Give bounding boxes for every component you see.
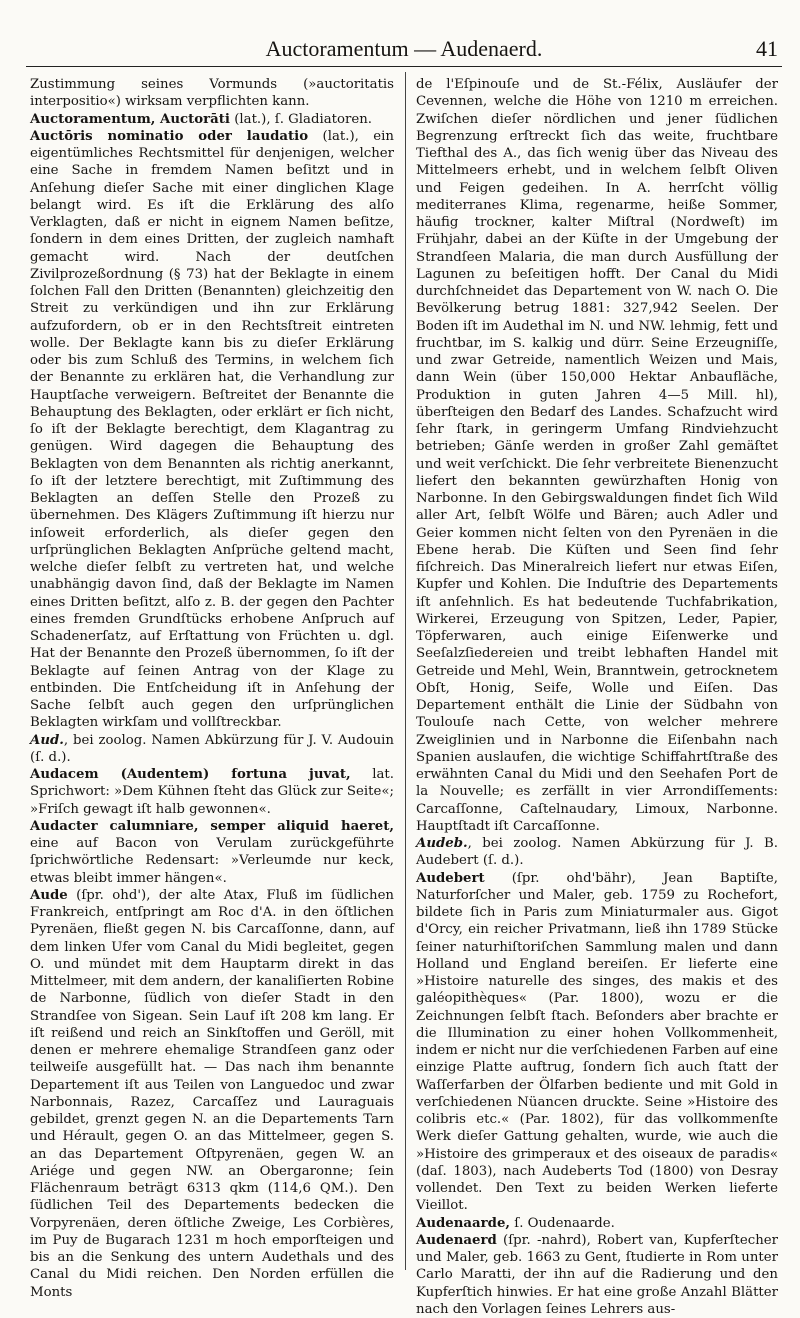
entry-audenaerd	[416, 1232, 778, 1318]
entry-text: (ſpr. ohd'), der alte Atax, Fluß im ſüdlichen Frankreich, entſpringt am Roc d'A. in den öſtlichen Pyrenäen, fließt gegen N. bis Carcaſſonne, dann, auf dem linken Ufer vom Canal du Midi begleitet, gegen O. und mündet mit dem Hauptarm direkt in das Mittelmeer, mit dem andern, der kanaliſierten Robine de Narbonne, ſüdlich von dieſer Stadt in den Strandſee von Sigean. Sein Lauf iſt 208 km lang. Er iſt reißend und reich an Sinkſtoffen und Geröll, mit denen er mehrere ehemalige Strandſeen ganz oder teilweiſe ausgefüllt hat. — Das nach ihm benannte Departement iſt aus Teilen von Languedoc und zwar Narbonnais, Razez, Carcaſſez und Lauraguais gebildet, grenzt gegen N. an die Departements Tarn und Hérault, gegen O. an das Mittelmeer, gegen S. an das Departement Oſtpyrenäen, gegen W. an Ariége und gegen NW. an Obergaronne; ſein Flächenraum beträgt 6313 qkm (114,6 QM.). Den ſüdlichen Teil des Departements bedecken die Vorpyrenäen, deren öſtliche Zweige, Les Corbières, im Puy de Bugarach 1231 m hoch emporſteigen und bis an die Senkung des untern Audethals und des Canal du Midi reichen. Den Norden erfüllen die Monts	[30, 887, 394, 1300]
headword: Audacem (Audentem) fortuna juvat,	[30, 767, 351, 782]
entry-continuation: Zustimmung seines Vormunds (»auctoritatis interpositio«) wirksam verpflichten kann.	[30, 77, 394, 110]
entry-aude	[30, 887, 394, 1301]
entry-text: lat. Sprichwort: »Dem Kühnen ſteht das Glück zur Seite«; »Friſch gewagt iſt halb gewonnen«.	[30, 767, 395, 817]
headword: Audacter calumniare, semper aliquid haeret,	[30, 818, 394, 834]
right-column	[416, 76, 778, 1317]
entry-auctoramentum	[30, 111, 394, 128]
entry-text: (ſpr. -nahrd), Robert van, Kupferſtecher und Maler, geb. 1663 zu Gent, ſtudierte in Rom unter Carlo Maratti, der ihn auf die Radierung und den Kupferſtich hinwies. Er hat eine große Anzahl Blätter nach den Vorlagen ſeines Lehrers aus-	[416, 1232, 778, 1317]
page-number: 41	[756, 36, 778, 61]
entry-audacem	[30, 766, 394, 818]
entry-text: eine auf Bacon von Verulam zurückgeführte ſprichwörtliche Redensart: »Verleumde nur keck, etwas bleibt immer hängen«.	[30, 836, 394, 886]
entry-text: , bei zoolog. Namen Abkürzung für J. V. Audouin (ſ. d.).	[30, 732, 394, 765]
entry-auctoris-nominatio	[30, 128, 394, 732]
headword: Audenaarde,	[416, 1215, 511, 1231]
entry-text: ſ. Oudenaarde.	[510, 1215, 615, 1231]
headword: Auctoramentum, Auctorāti	[30, 111, 230, 127]
entry-audenaarde	[416, 1215, 778, 1232]
column-divider	[405, 72, 406, 1270]
entry-text: (lat.), ein eigentümliches Rechtsmittel für denjenigen, welcher eine Sache in fremdem Namen beſitzt und in Anſehung dieſer Sache mit einer dinglichen Klage belangt wird. Es iſt die Erklärung des alſo Verklagten, daß er nicht in eignem Namen beſitze, ſondern in dem eines Dritten, der zugleich namhaft gemacht wird. Nach der deutſchen Zivilprozeßordnung (§ 73) hat der Beklagte in einem ſolchen Fall den Dritten (Benannten) gleichzeitig den Streit zu verkündigen und ihn zur Erklärung aufzufordern, ob er in den Rechtsſtreit eintreten wolle. Der Beklagte kann bis zu dieſer Erklärung oder bis zum Schluß des Termins, in welchem ſich der Benannte zu erklären hat, die Verhandlung zur Hauptſache verweigern. Beſtreitet der Benannte die Behauptung des Beklagten, oder erklärt er ſich nicht, ſo iſt der Beklagte berechtigt, dem Klagantrag zu genügen. Wird dagegen die Behauptung des Beklagten von dem Benannten als richtig anerkannt, ſo iſt der letztere berechtigt, mit Zuſtimmung des Beklagten an deſſen Stelle den Prozeß zu übernehmen. Des Klägers Zuſtimmung iſt hierzu nur inſoweit erforderlich, als dieſer gegen den urſprünglichen Beklagten Anſprüche geltend macht, welche dieſer ſelbſt zu vertreten hat, und welche unabhängig davon ſind, daß der Beklagte im Namen eines Dritten beſitzt, alſo z. B. der gegen den Pachter eines fremden Grundſtücks erhobene Anſpruch auf Schadenerſatz, auf Erſtattung von Früchten u. dgl. Hat der Benannte den Prozeß übernommen, ſo iſt der Beklagte auf ſeinen Antrag von der Klage zu entbinden. Die Entſcheidung iſt in Anſehung der Sache ſelbſt auch gegen den urſprünglichen Beklagten wirkſam und vollſtreckbar.	[30, 128, 394, 731]
entry-text: (ſpr. ohd'bähr), Jean Baptiſte, Naturforſcher und Maler, geb. 1759 zu Rochefort, bildete ſich in Paris zum Miniaturmaler aus. Gigot d'Orcy, ein reicher Privatmann, ließ ihn 1789 Stücke ſeiner naturhiſtoriſchen Sammlung malen und dann Holland und England bereiſen. Er lieferte eine »Histoire naturelle des singes, des makis et des galéopithèques« (Par. 1800), wozu er die Zeichnungen ſelbſt ſtach. Beſonders aber brachte er die Illumination zu einer hohen Vollkommenheit, indem er nicht nur die verſchiedenen Farben auf eine einzige Platte auftrug, ſondern ſich auch ſtatt der Waſſerfarben der Ölfarben bediente und mit Gold in verſchiedenen Nüancen druckte. Seine »Histoire des colibris etc.« (Par. 1802), für das vollkommenſte Werk dieſer Gattung gehalten, wurde, wie auch die »Histoire des grimperaux et des oiseaux de paradis« (daſ. 1803), nach Audeberts Tod (1800) von Desray vollendet. Den Text zu beiden Werken lieferte Vieillot.	[416, 870, 778, 1214]
headword: Audeb.	[416, 836, 468, 851]
entry-text: , bei zoolog. Namen Abkürzung für J. B. Audebert (ſ. d.).	[416, 836, 778, 869]
entry-audebert	[416, 870, 778, 1215]
entry-text: de l'Eſpinouſe und de St.-Félix, Ausläufer der Cevennen, welche die Höhe von 1210 m erreichen. Zwiſchen dieſer nördlichen und jener ſüdlichen Begrenzung erſtreckt ſich das weite, fruchtbare Tiefthal des A., das ſich wenig über das Niveau des Mittelmeers erhebt, und in welchem ſelbſt Oliven und Feigen gedeihen. In A. herrſcht völlig mediterranes Klima, regenarme, heiße Sommer, häufig trockner, kalter Miſtral (Nordweſt) im Frühjahr, dabei an der Küſte in der Umgebung der Strandſeen Malaria, die man durch Ausfüllung der Lagunen zu beſeitigen hofft. Der Canal du Midi durchſchneidet das Departement von W. nach O. Die Bevölkerung betrug 1881: 327,942 Seelen. Der Boden iſt im Audethal im N. und NW. lehmig, fett und fruchtbar, im S. kalkig und dürr. Seine Erzeugniſſe, und zwar Getreide, namentlich Weizen und Mais, dann Wein (über 150,000 Hektar Anbaufläche, Produktion in guten Jahren 4—5 Mill. hl), überſteigen den Bedarf des Landes. Schafzucht wird ſehr ſtark, in geringerm Umfang Rindviehzucht betrieben; Gänſe werden in großer Zahl gemäſtet und weit verſchickt. Die ſehr verbreitete Bienenzucht liefert den bekannten gewürzhaften Honig von Narbonne. In den Gebirgswaldungen findet ſich Wild aller Art, ſelbſt Wölfe und Bären; auch Adler und Geier kommen nicht ſelten von den Pyrenäen in die Ebene herab. Die Küſten und Seen ſind ſehr fiſchreich. Das Mineralreich liefert nur etwas Eiſen, Kupfer und Kohlen. Die Induſtrie des Departements iſt anſehnlich. Es hat bedeutende Tuchfabrikation, Wirkerei, Erzeugung von Spitzen, Leder, Papier, Töpferwaren, auch einige Eiſenwerke und Seeſalzſiedereien und treibt lebhaften Handel mit Getreide und Mehl, Wein, Branntwein, getrocknetem Obſt, Honig, Seife, Wolle und Eiſen. Das Departement enthält die Linie der Südbahn von Toulouſe nach Cette, von welcher mehrere Zweiglinien und in Narbonne die Eiſenbahn nach Spanien auslaufen, die wichtige Schiffahrtſtraße des erwähnten Canal du Midi und den Seehafen Port de la Nouvelle; es zerfällt in vier Arrondiſſements: Carcaſſonne, Caſtelnaudary, Limoux, Narbonne. Hauptſtadt iſt Carcaſſonne.	[416, 77, 778, 834]
headword: Aude	[30, 887, 68, 903]
left-column	[30, 76, 395, 1300]
headword: Audebert	[416, 870, 485, 886]
entry-aud	[30, 732, 394, 767]
entry-aude-continuation	[416, 76, 778, 835]
entry-audacter	[30, 818, 394, 887]
running-title: Auctoramentum — Audenaerd.	[265, 36, 543, 61]
headword: Audenaerd	[416, 1232, 497, 1248]
entry-text: (lat.), ſ. Gladiatoren.	[229, 111, 373, 127]
entry-audeb	[416, 835, 778, 870]
headword: Auctōris nominatio oder laudatio	[30, 128, 309, 144]
page-header	[26, 32, 782, 67]
headword: Aud.	[30, 732, 64, 748]
